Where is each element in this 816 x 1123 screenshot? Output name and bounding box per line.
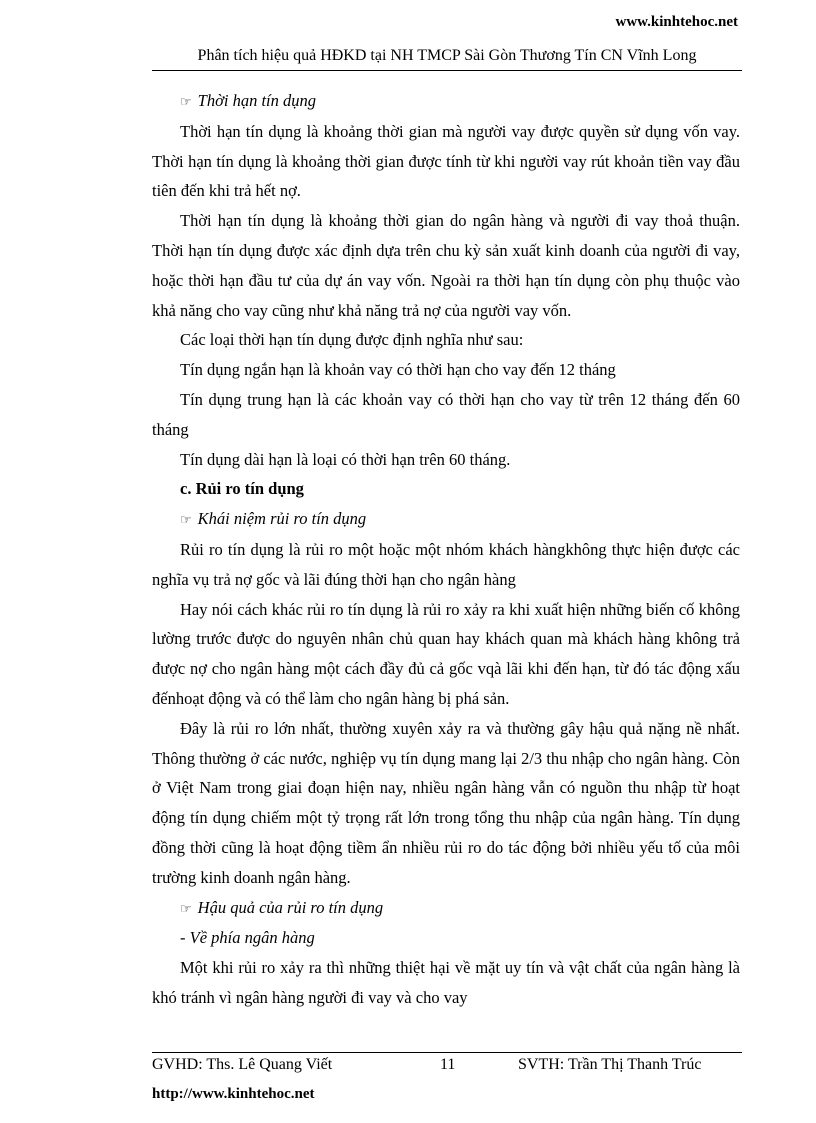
page-number: 11: [440, 1056, 456, 1073]
paragraph: Tín dụng trung hạn là các khoản vay có thời hạn cho vay từ trên 12 tháng đến 60 tháng: [152, 389, 740, 439]
page-footer: [152, 1056, 742, 1076]
heading-thoi-han-tin-dung: ☞ Thời hạn tín dụng: [180, 91, 317, 110]
heading-khai-niem: ☞ Khái niệm rủi ro tín dụng: [180, 509, 367, 529]
section-heading-rui-ro: c. Rủi ro tín dụng: [180, 479, 304, 499]
footer-divider: [152, 1052, 742, 1053]
paragraph: Hay nói cách khác rủi ro tín dụng là rủi ro xảy ra khi xuất hiện những biến cố không lường trước được do nguyên nhân chủ quan hay khách quan mà khách hàng không trả được nợ cho ngân hàng một cách đầy đủ cả gốc vqà lãi khi đến hạn, từ đó tác động xấu đếnhoạt động và có thể làm cho ngân hàng bị phá sản.: [152, 599, 740, 708]
heading-hau-qua: ☞ Hậu quả của rủi ro tín dụng: [180, 897, 384, 917]
paragraph: Rủi ro tín dụng là rủi ro một hoặc một nhóm khách hàngkhông thực hiện được các nghĩa vụ trả nợ gốc và lãi đúng thời hạn cho ngân hàng: [152, 539, 740, 589]
paragraph: Tín dụng ngắn hạn là khoản vay có thời hạn cho vay đến 12 tháng: [180, 360, 616, 380]
paragraph: Thời hạn tín dụng là khoảng thời gian mà người vay được quyền sử dụng vốn vay. Thời hạn tín dụng là khoảng thời gian được tính từ khi người vay rút khoản tiền vay đầu tiên đến khi trả hết nợ.: [152, 121, 740, 201]
paragraph: Một khi rủi ro xảy ra thì những thiệt hại về mặt uy tín và vật chất của ngân hàng là khó tránh vì ngân hàng người đi vay và cho vay: [152, 958, 740, 1007]
footer-student: SVTH: Trần Thị Thanh Trúc: [518, 1056, 702, 1073]
paragraph: Thời hạn tín dụng là khoảng thời gian do ngân hàng và người đi vay thoả thuận. Thời hạn tín dụng được xác định dựa trên chu kỳ sản xuất kinh doanh của người đi vay, hoặc thời hạn đầu tư của dự án vay vốn. Ngoài ra thời hạn tín dụng còn phụ thuộc vào khả năng cho vay cũng như khả năng trả nợ của người vay vốn.: [152, 211, 740, 320]
pointing-hand-icon: ☞: [180, 94, 192, 109]
paragraph: Tín dụng dài hạn là loại có thời hạn trên 60 tháng.: [180, 449, 511, 469]
site-url-top[interactable]: www.kinhtehoc.net: [615, 14, 738, 30]
subheading-ve-phia-ngan-hang: - Về phía ngân hàng: [180, 928, 315, 948]
header-divider: [152, 70, 742, 71]
page-header-title: Phân tích hiệu quả HĐKD tại NH TMCP Sài Gòn Thương Tín CN Vĩnh Long: [197, 47, 697, 64]
footer-advisor: GVHD: Ths. Lê Quang Viết: [152, 1056, 333, 1073]
document-body: [152, 86, 740, 1013]
paragraph: Đây là rủi ro lớn nhất, thường xuyên xảy ra và thường gây hậu quả nặng nề nhất. Thông thường ở các nước, nghiệp vụ tín dụng mang lại 2/3 thu nhập cho ngân hàng. Còn ở Việt Nam trong giai đoạn hiện nay, nhiều ngân hàng vẫn có nguồn thu nhập từ hoạt động tín dụng chiếm một tỷ trọng rất lớn trong tổng thu nhập của ngân hàng. Tín dụng đồng thời cũng là hoạt động tiềm ẩn nhiều rủi ro do tác động bởi nhiều yếu tố của môi trường kinh doanh ngân hàng.: [152, 718, 740, 887]
paragraph: Các loại thời hạn tín dụng được định nghĩa như sau:: [180, 330, 524, 350]
site-url-bottom[interactable]: http://www.kinhtehoc.net: [152, 1086, 315, 1102]
pointing-hand-icon: ☞: [180, 512, 192, 528]
pointing-hand-icon: ☞: [180, 900, 192, 916]
